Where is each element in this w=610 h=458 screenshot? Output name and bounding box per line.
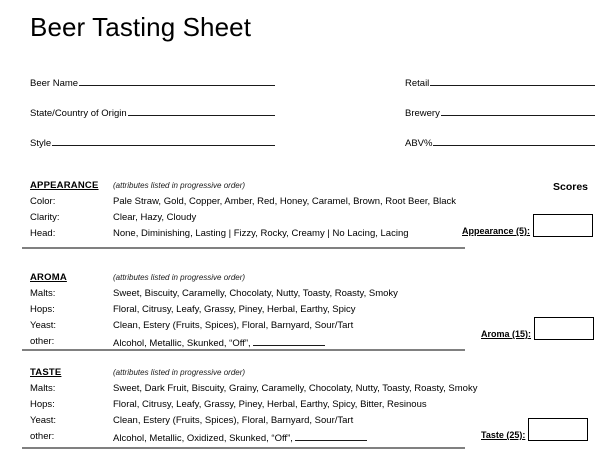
brewery-rule[interactable] <box>441 106 595 116</box>
attribute-label-color: Color: <box>30 196 56 207</box>
header-fields <box>0 76 610 166</box>
brewery-field[interactable] <box>405 106 595 119</box>
section-divider <box>22 447 465 449</box>
field-row <box>0 136 610 166</box>
attribute-value-aroma-other <box>113 336 325 349</box>
score-box-aroma[interactable] <box>534 317 594 340</box>
aroma-other-blank[interactable] <box>253 336 325 346</box>
section-aroma <box>0 272 610 352</box>
taste-other-blank[interactable] <box>295 431 367 441</box>
attribute-value-taste-malts: Sweet, Dark Fruit, Biscuity, Grainy, Caramelly, Chocolaty, Nutty, Toasty, Roasty, Smoky <box>113 383 478 394</box>
attribute-label-aroma-other: other: <box>30 336 55 347</box>
attribute-label-clarity: Clarity: <box>30 212 60 223</box>
section-divider <box>22 247 465 249</box>
section-note-aroma: (attributes listed in progressive order) <box>113 273 246 282</box>
attribute-value-color: Pale Straw, Gold, Copper, Amber, Red, Honey, Caramel, Brown, Root Beer, Black <box>113 196 457 207</box>
attribute-value-head: None, Diminishing, Lasting | Fizzy, Rocky, Creamy | No Lacing, Lacing <box>113 228 409 239</box>
retail-label: Retail <box>405 78 430 89</box>
abv-label: ABV% <box>405 138 433 149</box>
origin-field[interactable] <box>30 106 275 119</box>
section-header <box>0 180 610 196</box>
attribute-row <box>0 196 610 212</box>
score-label-taste: Taste (25): <box>481 430 526 440</box>
section-header <box>0 367 610 383</box>
score-box-taste[interactable] <box>528 418 588 441</box>
attribute-value-clarity: Clear, Hazy, Cloudy <box>113 212 197 223</box>
attribute-label-taste-malts: Malts: <box>30 383 56 394</box>
brewery-label: Brewery <box>405 108 440 119</box>
attribute-label-aroma-malts: Malts: <box>30 288 56 299</box>
abv-rule[interactable] <box>433 136 595 146</box>
field-row <box>0 106 610 136</box>
origin-label: State/Country of Origin <box>30 108 127 119</box>
beer-name-field[interactable] <box>30 76 275 89</box>
section-title-aroma: AROMA <box>30 272 67 283</box>
score-label-aroma: Aroma (15): <box>481 329 532 339</box>
scores-header: Scores <box>553 181 589 193</box>
attribute-label-taste-yeast: Yeast: <box>30 415 57 426</box>
score-entry-taste <box>481 418 588 441</box>
style-label: Style <box>30 138 52 149</box>
attribute-value-aroma-yeast: Clean, Estery (Fruits, Spices), Floral, Barnyard, Sour/Tart <box>113 320 354 331</box>
retail-field[interactable] <box>405 76 595 89</box>
section-note-taste: (attributes listed in progressive order) <box>113 368 246 377</box>
attribute-row <box>0 399 610 415</box>
attribute-label-taste-other: other: <box>30 431 55 442</box>
score-entry-aroma <box>481 317 594 340</box>
origin-rule[interactable] <box>128 106 275 116</box>
attribute-row <box>0 383 610 399</box>
field-row <box>0 76 610 106</box>
score-box-appearance[interactable] <box>533 214 593 237</box>
score-label-appearance: Appearance (5): <box>462 226 531 236</box>
aroma-other-text: Alcohol, Metallic, Skunked, “Off”, <box>113 338 251 349</box>
attribute-label-aroma-hops: Hops: <box>30 304 55 315</box>
section-title-taste: TASTE <box>30 367 62 378</box>
abv-field[interactable] <box>405 136 595 149</box>
attribute-value-taste-hops: Floral, Citrusy, Leafy, Grassy, Piney, Herbal, Earthy, Spicy, Bitter, Resinous <box>113 399 427 410</box>
section-header <box>0 272 610 288</box>
page-title: Beer Tasting Sheet <box>30 12 252 42</box>
style-field[interactable] <box>30 136 275 149</box>
attribute-value-aroma-malts: Sweet, Biscuity, Caramelly, Chocolaty, Nutty, Toasty, Roasty, Smoky <box>113 288 398 299</box>
beer-name-label: Beer Name <box>30 78 79 89</box>
score-entry-appearance <box>462 214 593 237</box>
section-divider <box>22 349 465 351</box>
section-title-appearance: APPEARANCE <box>30 180 99 191</box>
retail-rule[interactable] <box>430 76 595 86</box>
attribute-value-taste-other <box>113 431 367 444</box>
beer-name-rule[interactable] <box>79 76 275 86</box>
attribute-label-head: Head: <box>30 228 56 239</box>
attribute-label-taste-hops: Hops: <box>30 399 55 410</box>
style-rule[interactable] <box>52 136 275 146</box>
section-note-appearance: (attributes listed in progressive order) <box>113 181 246 190</box>
attribute-row <box>0 288 610 304</box>
attribute-value-aroma-hops: Floral, Citrusy, Leafy, Grassy, Piney, Herbal, Earthy, Spicy <box>113 304 356 315</box>
attribute-value-taste-yeast: Clean, Estery (Fruits, Spices), Floral, Barnyard, Sour/Tart <box>113 415 354 426</box>
taste-other-text: Alcohol, Metallic, Oxidized, Skunked, “Off”, <box>113 433 293 444</box>
attribute-label-aroma-yeast: Yeast: <box>30 320 57 331</box>
